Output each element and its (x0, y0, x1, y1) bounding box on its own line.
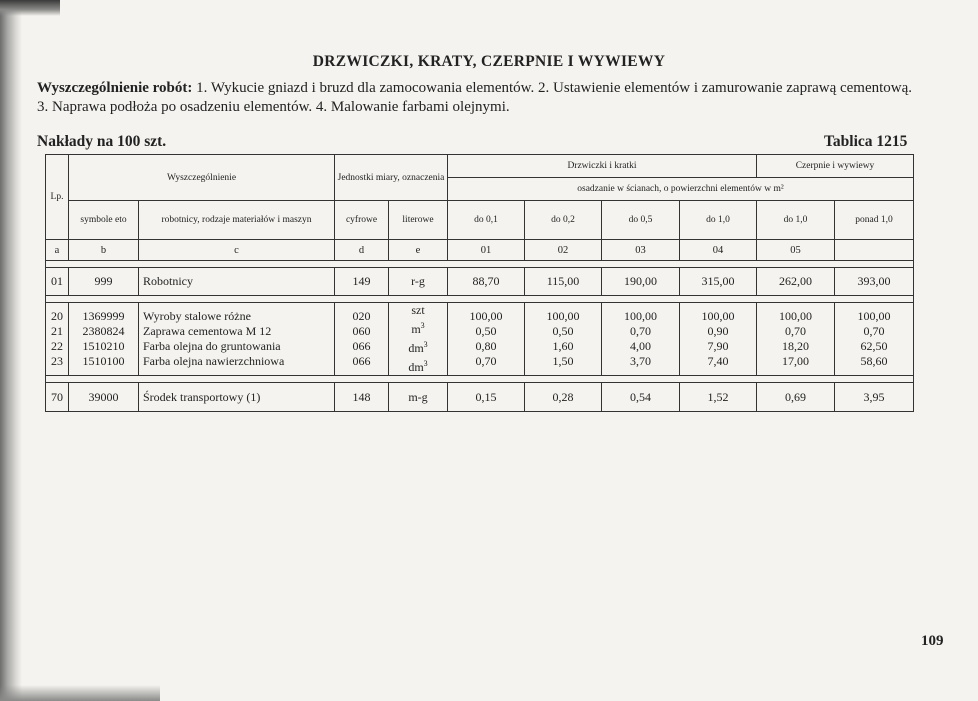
group-drzwiczki-header: Drzwiczki i kratki (448, 155, 757, 178)
range-header: do 0,5 (602, 201, 680, 240)
row-name-group (139, 303, 335, 376)
table-row (46, 268, 914, 296)
wyszczegolnienie-header: Wyszczególnienie (69, 155, 335, 201)
row-value-group (525, 303, 602, 376)
spacer-row (46, 376, 914, 383)
work-description (37, 79, 927, 117)
row-value: 1,60 (552, 339, 574, 353)
row-name: Zaprawa cementowa M 12 (143, 324, 272, 338)
symbole-header: symbole eto (69, 201, 139, 240)
row-literowe: $m^3$ (411, 321, 425, 336)
row-lp: 01 (46, 268, 69, 296)
row-value: 100,00 (857, 309, 891, 323)
subgroup-header: osadzanie w ścianach, o powierzchni elementów w m² (448, 178, 914, 201)
page-title: DRZWICZKI, KRATY, CZERPNIE I WYWIEWY (312, 53, 666, 70)
row-value: 0,28 (525, 383, 602, 412)
row-value-group (757, 303, 835, 376)
outlay-heading: Nakłady na 100 szt. (37, 133, 167, 150)
row-symbol: 2380824 (82, 324, 125, 338)
row-name: Farba olejna do gruntowania (143, 339, 281, 353)
row-value: 262,00 (757, 268, 835, 296)
table-number: Tablica 1215 (824, 133, 908, 150)
column-letter: 04 (680, 240, 757, 261)
row-lp: 70 (46, 383, 69, 412)
row-value: 62,50 (860, 339, 888, 353)
row-cyfrowe: 149 (335, 268, 389, 296)
row-cyfrowe: 020 (352, 309, 371, 323)
row-value: 3,95 (835, 383, 914, 412)
row-value: 190,00 (602, 268, 680, 296)
row-cyfrowe: 148 (335, 383, 389, 412)
row-literowe: m-g (389, 383, 448, 412)
row-cyfrowe: 066 (352, 339, 371, 353)
row-literowe: szt (411, 303, 425, 317)
row-symbol: 39000 (69, 383, 139, 412)
range-header: do 0,1 (448, 201, 525, 240)
units-header: Jednostki miary, oznaczenia (335, 155, 448, 201)
row-symbol: 1510100 (82, 354, 125, 368)
row-value: 100,00 (546, 309, 580, 323)
row-symbol-group (69, 303, 139, 376)
row-value: 0,15 (448, 383, 525, 412)
literowe-header: literowe (389, 201, 448, 240)
row-value: 0,50 (552, 324, 574, 338)
row-value: 7,90 (707, 339, 729, 353)
row-value: 115,00 (525, 268, 602, 296)
group-czerpnie-header: Czerpnie i wywiewy (757, 155, 914, 178)
column-letter: e (389, 240, 448, 261)
row-value: 0,50 (475, 324, 497, 338)
work-description-text: 1. Wykucie gniazd i bruzd dla zamocowania elementów. 2. Ustawienie elementów i zamurowanie zaprawą cementową. 3. Naprawa podłoża po osadzeniu elementów. 4. Malowanie farbami olejnymi. (37, 80, 913, 115)
row-name: Robotnicy (139, 268, 335, 296)
row-literowe-group (389, 303, 448, 376)
row-lp: 22 (51, 339, 63, 353)
row-value-group (448, 303, 525, 376)
row-value: 4,00 (630, 339, 651, 353)
row-value: 100,00 (779, 309, 812, 323)
row-lp-group (46, 303, 69, 376)
row-symbol: 999 (69, 268, 139, 296)
column-letter: 05 (757, 240, 835, 261)
row-value: 7,40 (707, 354, 729, 368)
row-lp: 23 (51, 354, 63, 368)
range-header: do 0,2 (525, 201, 602, 240)
robotnicy-header: robotnicy, rodzaje materiałów i maszyn (139, 201, 335, 240)
row-value-group (835, 303, 914, 376)
row-value: 1,50 (552, 354, 574, 368)
row-literowe: r-g (389, 268, 448, 296)
work-description-label: Wyszczególnienie robót: (37, 80, 193, 96)
column-letter: 03 (602, 240, 680, 261)
cyfrowe-header: cyfrowe (335, 201, 389, 240)
row-value: 0,80 (475, 339, 497, 353)
row-value: 0,90 (707, 324, 729, 338)
row-value: 17,00 (782, 354, 809, 368)
row-literowe: $dm^3$ (408, 359, 428, 374)
table-row-group (46, 303, 914, 376)
row-value: 100,00 (624, 309, 657, 323)
row-value: 0,69 (757, 383, 835, 412)
spacer-row (46, 296, 914, 303)
row-value: 0,70 (785, 324, 806, 338)
row-name: Wyroby stalowe różne (143, 309, 251, 323)
page-number: 109 (921, 633, 944, 649)
row-symbol: 1369999 (82, 309, 125, 323)
row-value: 315,00 (680, 268, 757, 296)
row-symbol: 1510210 (82, 339, 125, 353)
column-letter: 01 (448, 240, 525, 261)
column-letter: c (139, 240, 335, 261)
row-lp: 21 (51, 324, 63, 338)
column-letter: d (335, 240, 389, 261)
row-value-group (680, 303, 757, 376)
row-value: 100,00 (701, 309, 735, 323)
range-header: ponad 1,0 (835, 201, 914, 240)
row-value: 18,20 (782, 339, 809, 353)
row-value: 58,60 (860, 354, 888, 368)
row-value-group (602, 303, 680, 376)
norms-table (45, 154, 914, 412)
column-letter: a (46, 240, 69, 261)
column-letters-row (46, 240, 914, 261)
row-name: Farba olejna nawierzchniowa (143, 354, 285, 368)
row-lp: 20 (51, 309, 63, 323)
row-value: 0,70 (630, 324, 651, 338)
row-cyfrowe: 066 (352, 354, 371, 368)
row-name: Środek transportowy (1) (139, 383, 335, 412)
column-letter: 02 (525, 240, 602, 261)
row-value: 393,00 (835, 268, 914, 296)
row-literowe: $dm^3$ (408, 340, 428, 355)
row-value: 0,54 (602, 383, 680, 412)
row-cyfrowe: 060 (352, 324, 371, 338)
range-header: do 1,0 (757, 201, 835, 240)
row-value: 1,52 (680, 383, 757, 412)
table-row (46, 383, 914, 412)
spacer-row (46, 261, 914, 268)
column-letter (835, 240, 914, 261)
row-value: 88,70 (448, 268, 525, 296)
column-letter: b (69, 240, 139, 261)
lp-header: Lp. (46, 155, 69, 240)
row-cyfrowe-group (335, 303, 389, 376)
range-header: do 1,0 (680, 201, 757, 240)
row-value: 0,70 (475, 354, 497, 368)
row-value: 3,70 (630, 354, 651, 368)
table-header-row-1 (46, 155, 914, 178)
row-value: 0,70 (863, 324, 885, 338)
row-value: 100,00 (469, 309, 503, 323)
table-header-row-3 (46, 201, 914, 240)
